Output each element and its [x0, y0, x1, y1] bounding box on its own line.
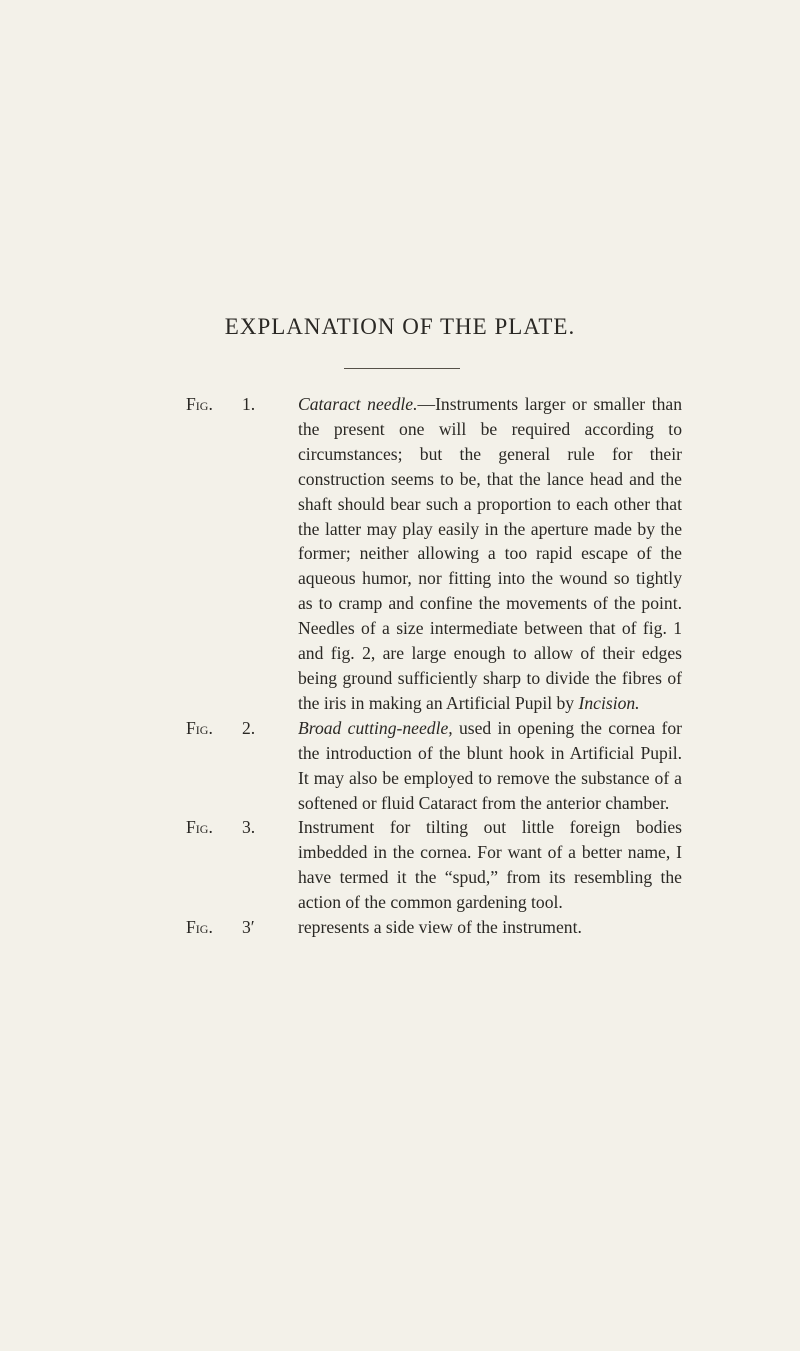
figure-description: represents a side view of the instrument. [298, 917, 582, 938]
figure-description: used in opening the cornea for the introduction of the blunt hook in Artificial Pupil. It may also be employed to remove the substance of a softened or fluid Cataract from the anterior chamber. [298, 717, 682, 813]
figure-description: —Instruments larger or smaller than the present one will be required according to circumstances; but the general rule for their construction seems to be, that the lance head and the shaft should bear such a proportion to each other that the latter may play easily in the aperture made by the former; neither allowing a too rapid escape of the aqueous humor, nor fitting into the wound so tightly as to cramp and confine the movements of the point. Needles of a size intermediate between that of fig. 1 and fig. 2, are large enough to allow of their edges being ground sufficiently sharp to divide the fibres of the iris in making an Artificial Pupil by [298, 394, 683, 713]
figure-number: 2. [242, 717, 256, 738]
figure-label: Fig. [186, 817, 213, 838]
page-title: EXPLANATION OF THE PLATE. [224, 314, 576, 339]
figure-number: 3. [242, 817, 256, 838]
figure-label: Fig. [186, 394, 213, 414]
figure-entry-3 [186, 815, 682, 915]
figure-entry-2 [186, 716, 682, 816]
figure-title: Cataract needle. [298, 394, 418, 414]
figure-entry-1 [186, 392, 682, 716]
figure-label: Fig. [186, 717, 213, 738]
figure-label: Fig. [186, 917, 213, 938]
figure-number: 3′ [242, 917, 255, 938]
figure-entry-3-prime [186, 915, 682, 940]
figure-list [186, 392, 682, 940]
title-divider [344, 368, 460, 369]
figure-number: 1. [242, 394, 256, 414]
figure-title: Broad cutting-needle, [298, 717, 453, 738]
figure-description-italic: Incision. [578, 692, 640, 713]
figure-description: Instrument for tilting out little foreign bodies imbedded in the cornea. For want of a better name, I have termed it the “spud,” from its resembling the action of the common gardening tool. [298, 817, 682, 913]
